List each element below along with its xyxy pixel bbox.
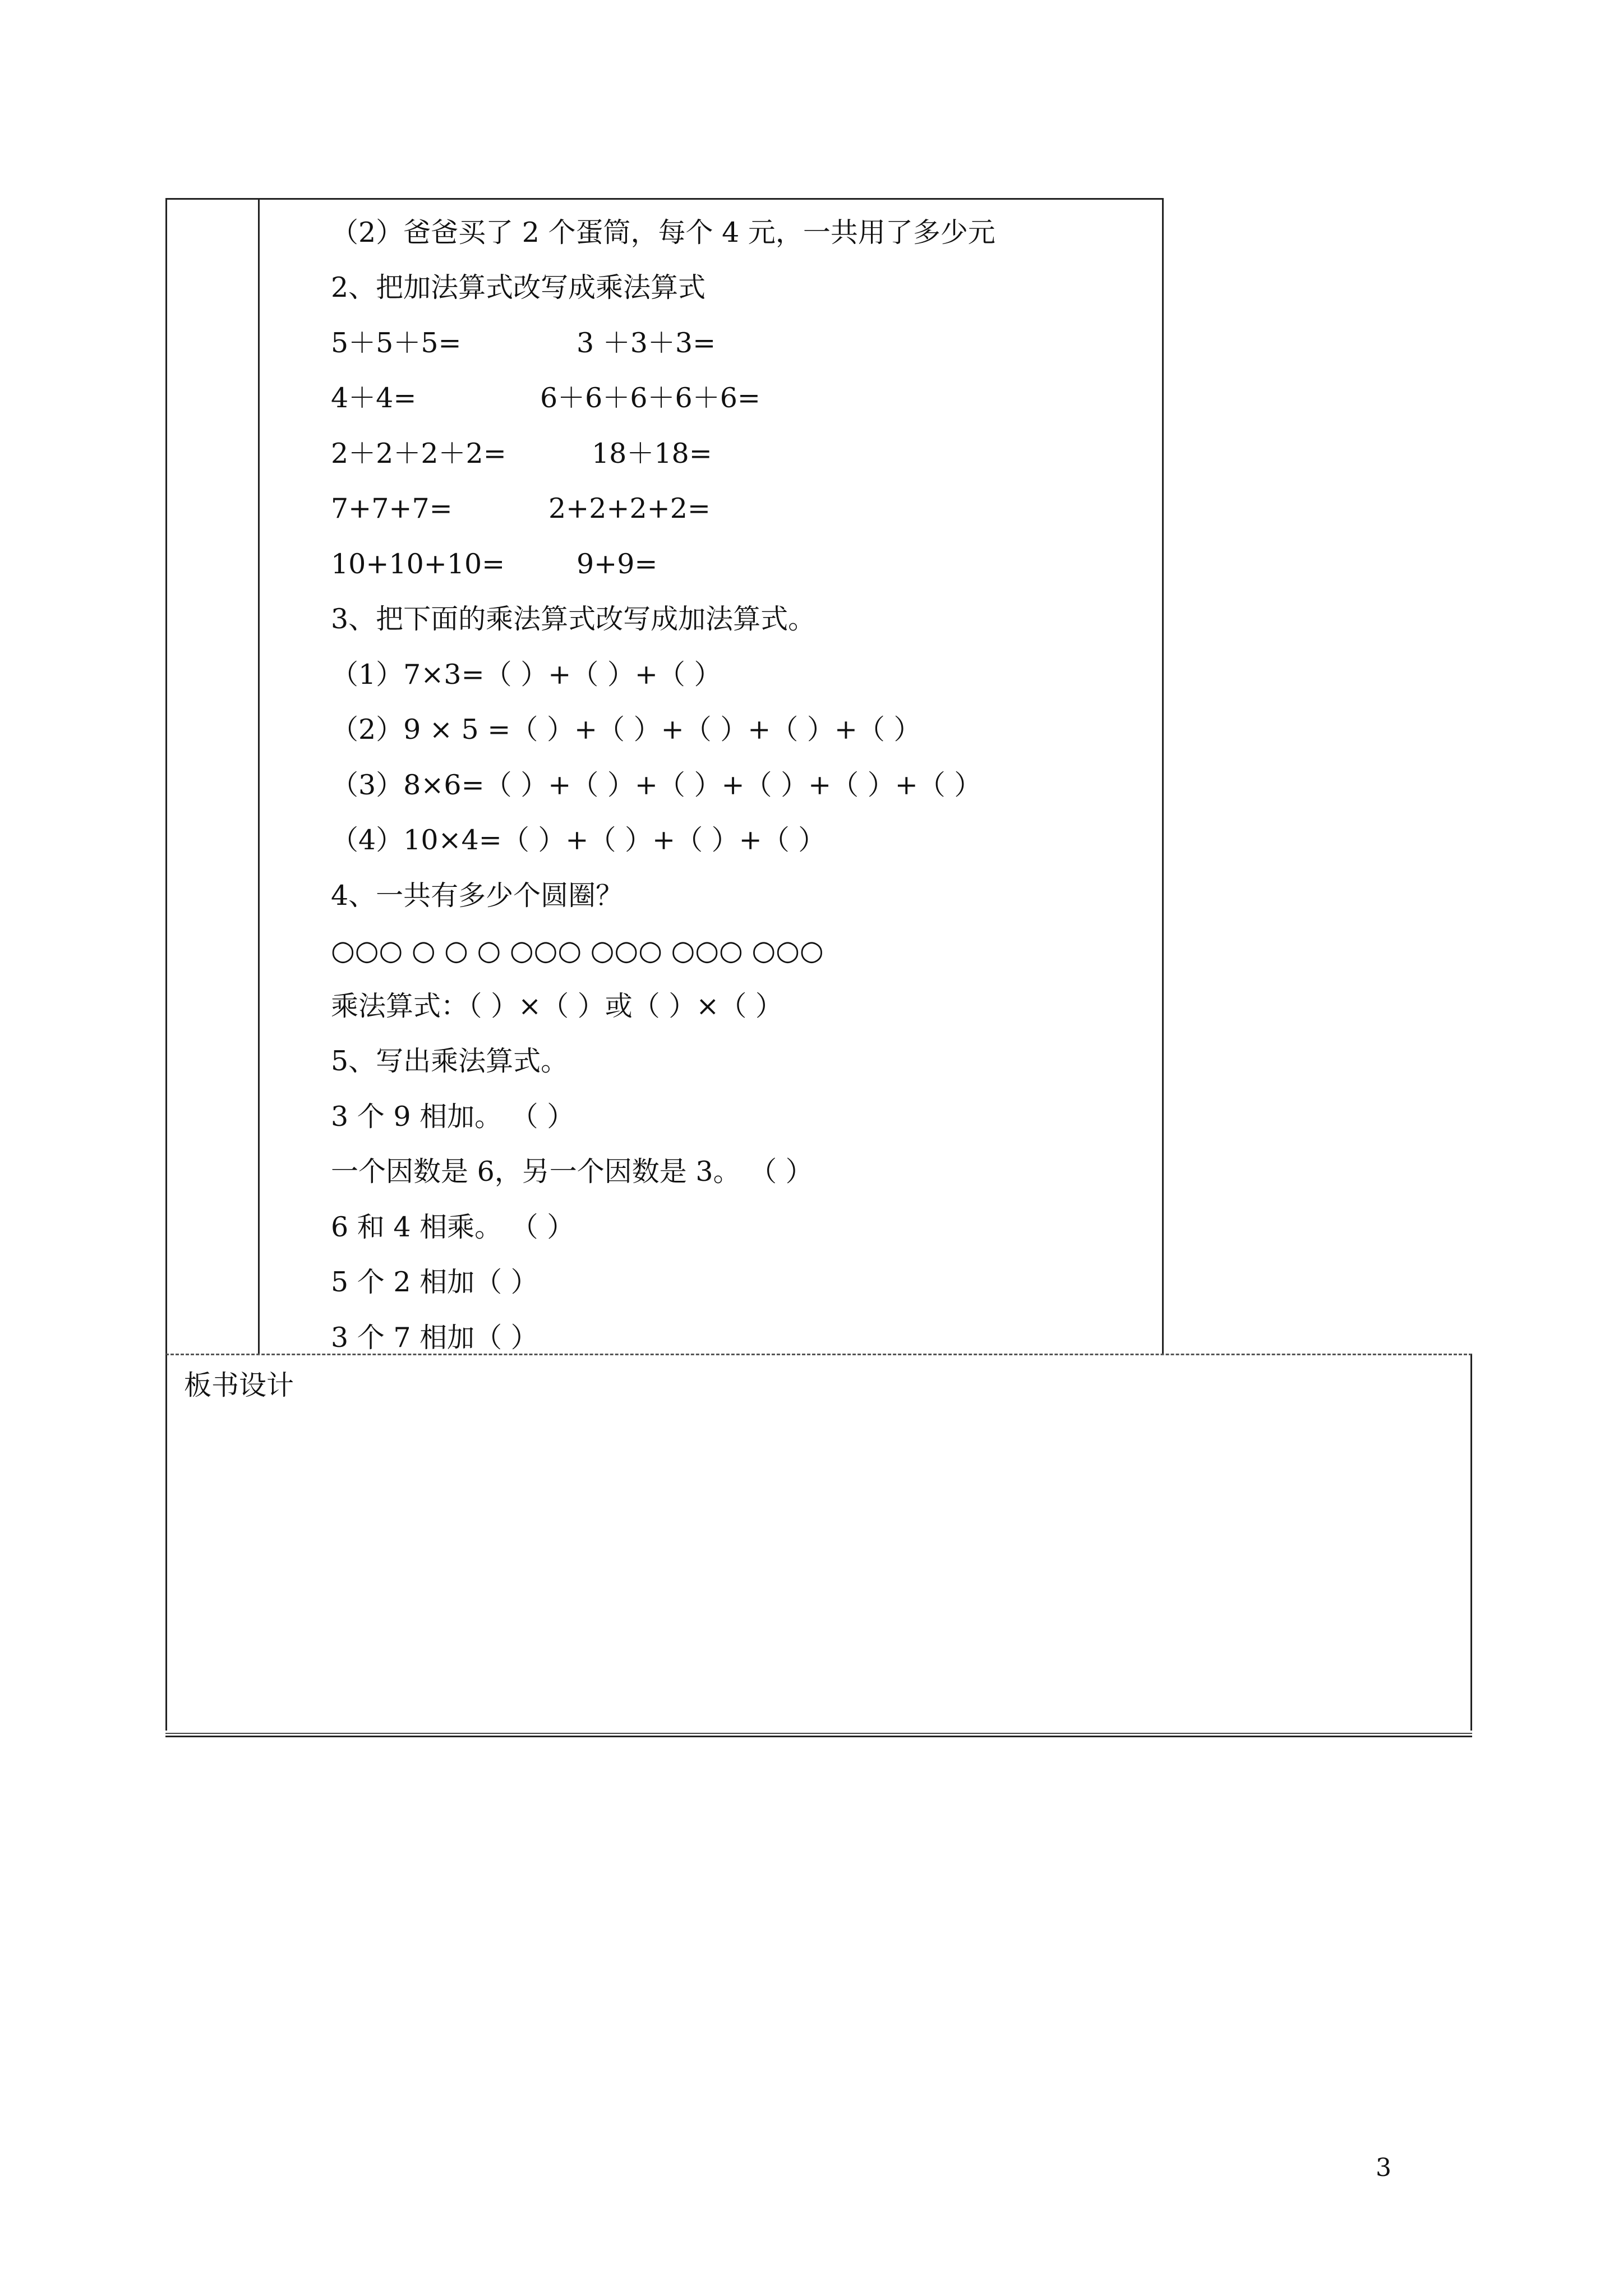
board-design-label: 板书设计	[184, 1369, 294, 1401]
exercise-heading: 5、写出乘法算式。	[331, 1045, 569, 1077]
exercise-line: 4＋4= 6＋6＋6＋6＋6=	[331, 382, 760, 414]
exercise-line: 7+7+7= 2+2+2+2=	[331, 493, 711, 524]
exercise-line: （4）10×4=（ ）+（ ）+（ ）+（ ）	[331, 824, 826, 856]
exercise-line: 5＋5＋5= 3 ＋3＋3=	[331, 327, 716, 359]
circle-figure: ○○○ ○ ○ ○ ○○○ ○○○ ○○○ ○○○	[331, 935, 824, 967]
exercise-line: （2）9 × 5 =（ ）+（ ）+（ ）+（ ）+（ ）	[331, 714, 921, 746]
board-design-table	[165, 1354, 1472, 1731]
exercise-line: 2＋2＋2＋2= 18＋18=	[331, 438, 712, 470]
exercise-line: 10+10+10= 9+9=	[331, 548, 658, 580]
exercise-heading: 4、一共有多少个圆圈？	[331, 880, 624, 912]
exercise-heading: 2、把加法算式改写成乘法算式	[331, 272, 706, 303]
exercise-line: 一个因数是 6，另一个因数是 3。 （ ）	[331, 1156, 813, 1188]
table-column-divider	[258, 200, 260, 1354]
exercise-line: 3 个 7 相加（ ）	[331, 1322, 538, 1354]
table-bottom-rule	[165, 1736, 1472, 1737]
exercise-line: 3 个 9 相加。 （ ）	[331, 1101, 575, 1133]
table-bottom-rule	[165, 1733, 1472, 1734]
exercise-line: 6 和 4 相乘。 （ ）	[331, 1211, 575, 1243]
exercise-line: （2）爸爸买了 2 个蛋筒，每个 4 元，一共用了多少元	[331, 217, 995, 249]
exercise-line: （3）8×6=（ ）+（ ）+（ ）+（ ）+（ ）+（ ）	[331, 769, 982, 801]
page-number: 3	[1376, 2154, 1391, 2182]
exercise-line: （1）7×3=（ ）+（ ）+（ ）	[331, 659, 722, 691]
exercise-line: 乘法算式：（ ）×（ ）或（ ）×（ ）	[331, 990, 783, 1022]
exercise-heading: 3、把下面的乘法算式改写成加法算式。	[331, 603, 816, 635]
exercise-line: 5 个 2 相加（ ）	[331, 1266, 538, 1298]
